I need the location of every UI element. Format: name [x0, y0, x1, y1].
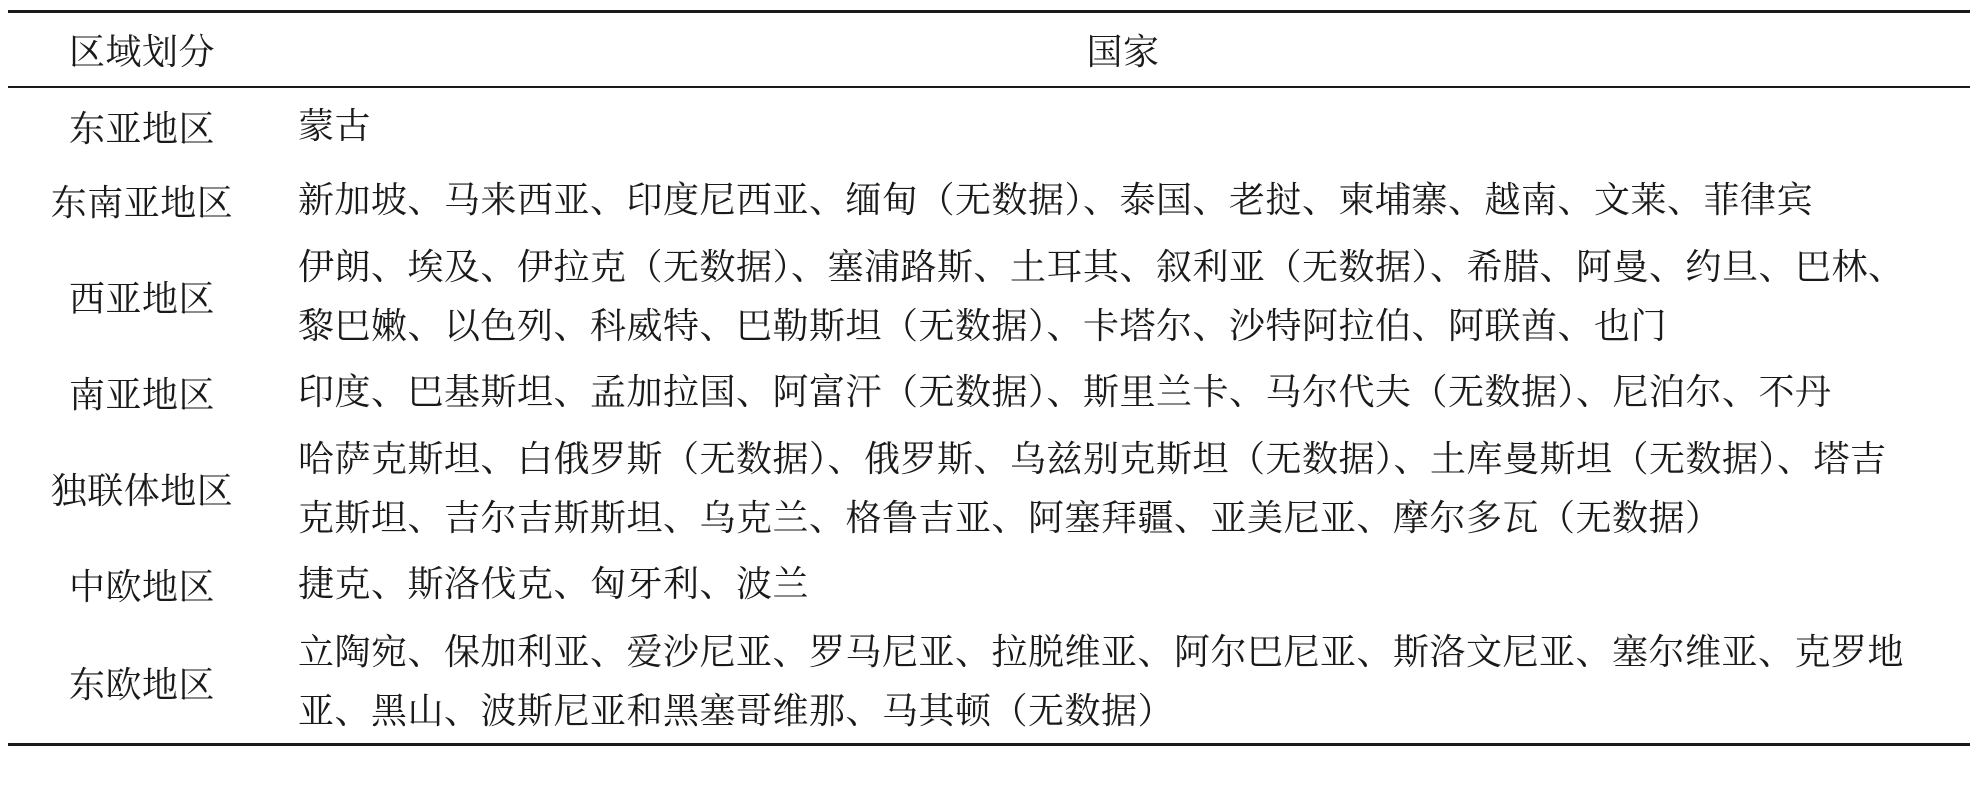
table-body	[8, 88, 1970, 743]
countries-line: 立陶宛、保加利亚、爱沙尼亚、罗马尼亚、拉脱维亚、阿尔巴尼亚、斯洛文尼亚、塞尔维亚、克罗地	[298, 632, 1905, 673]
countries-line: 蒙古	[298, 105, 372, 147]
region-label: 中欧地区	[68, 567, 215, 608]
table-row-central-europe	[8, 548, 1970, 621]
region-cell	[8, 463, 276, 514]
region-cell	[8, 175, 276, 226]
region-label: 独联体地区	[50, 471, 234, 512]
region-cell	[8, 101, 276, 152]
header-region-label: 区域划分	[68, 32, 215, 73]
countries-line: 捷克、斯洛伐克、匈牙利、波兰	[298, 564, 810, 605]
region-label: 东亚地区	[68, 108, 215, 150]
region-label: 东南亚地区	[50, 183, 234, 224]
table-row-eastern-europe	[8, 621, 1970, 743]
countries-line: 印度、巴基斯坦、孟加拉国、阿富汗（无数据）、斯里兰卡、马尔代夫（无数据）、尼泊尔、不丹	[298, 372, 1832, 413]
countries-cell	[276, 623, 1970, 741]
countries-line: 哈萨克斯坦、白俄罗斯（无数据）、俄罗斯、乌兹别克斯坦（无数据）、土库曼斯坦（无数据）、塔吉	[298, 438, 1887, 480]
table-row-cis	[8, 429, 1970, 548]
region-label: 西亚地区	[68, 279, 215, 320]
header-countries-label: 国家	[1086, 32, 1160, 73]
region-label: 东欧地区	[68, 664, 215, 706]
countries-line: 伊朗、埃及、伊拉克（无数据）、塞浦路斯、土耳其、叙利亚（无数据）、希腊、阿曼、约旦、巴林、	[298, 246, 1905, 288]
region-cell	[8, 657, 276, 708]
countries-line: 黎巴嫩、以色列、科威特、巴勒斯坦（无数据）、卡塔尔、沙特阿拉伯、阿联酋、也门	[298, 305, 1668, 347]
header-region-cell	[8, 24, 276, 75]
region-cell	[8, 271, 276, 322]
table-row-south-asia	[8, 356, 1970, 429]
table-bottom-rule	[8, 743, 1970, 746]
countries-line: 新加坡、马来西亚、印度尼西亚、缅甸（无数据）、泰国、老挝、柬埔寨、越南、文莱、菲律宾	[298, 180, 1814, 221]
table-row-east-asia	[8, 88, 1970, 164]
table-row-southeast-asia	[8, 164, 1970, 237]
header-countries-cell	[276, 24, 1970, 75]
countries-cell	[276, 555, 1970, 614]
table-header-row	[8, 13, 1970, 86]
countries-cell	[276, 171, 1970, 230]
countries-cell	[276, 97, 1970, 156]
region-country-table	[8, 10, 1970, 746]
countries-line: 克斯坦、吉尔吉斯斯坦、乌克兰、格鲁吉亚、阿塞拜疆、亚美尼亚、摩尔多瓦（无数据）	[298, 497, 1722, 539]
countries-cell	[276, 363, 1970, 422]
countries-cell	[276, 430, 1970, 548]
region-cell	[8, 559, 276, 610]
countries-cell	[276, 238, 1970, 356]
region-label: 南亚地区	[68, 375, 215, 416]
countries-line: 亚、黑山、波斯尼亚和黑塞哥维那、马其顿（无数据）	[298, 691, 1175, 732]
table-row-west-asia	[8, 237, 1970, 356]
region-cell	[8, 367, 276, 418]
